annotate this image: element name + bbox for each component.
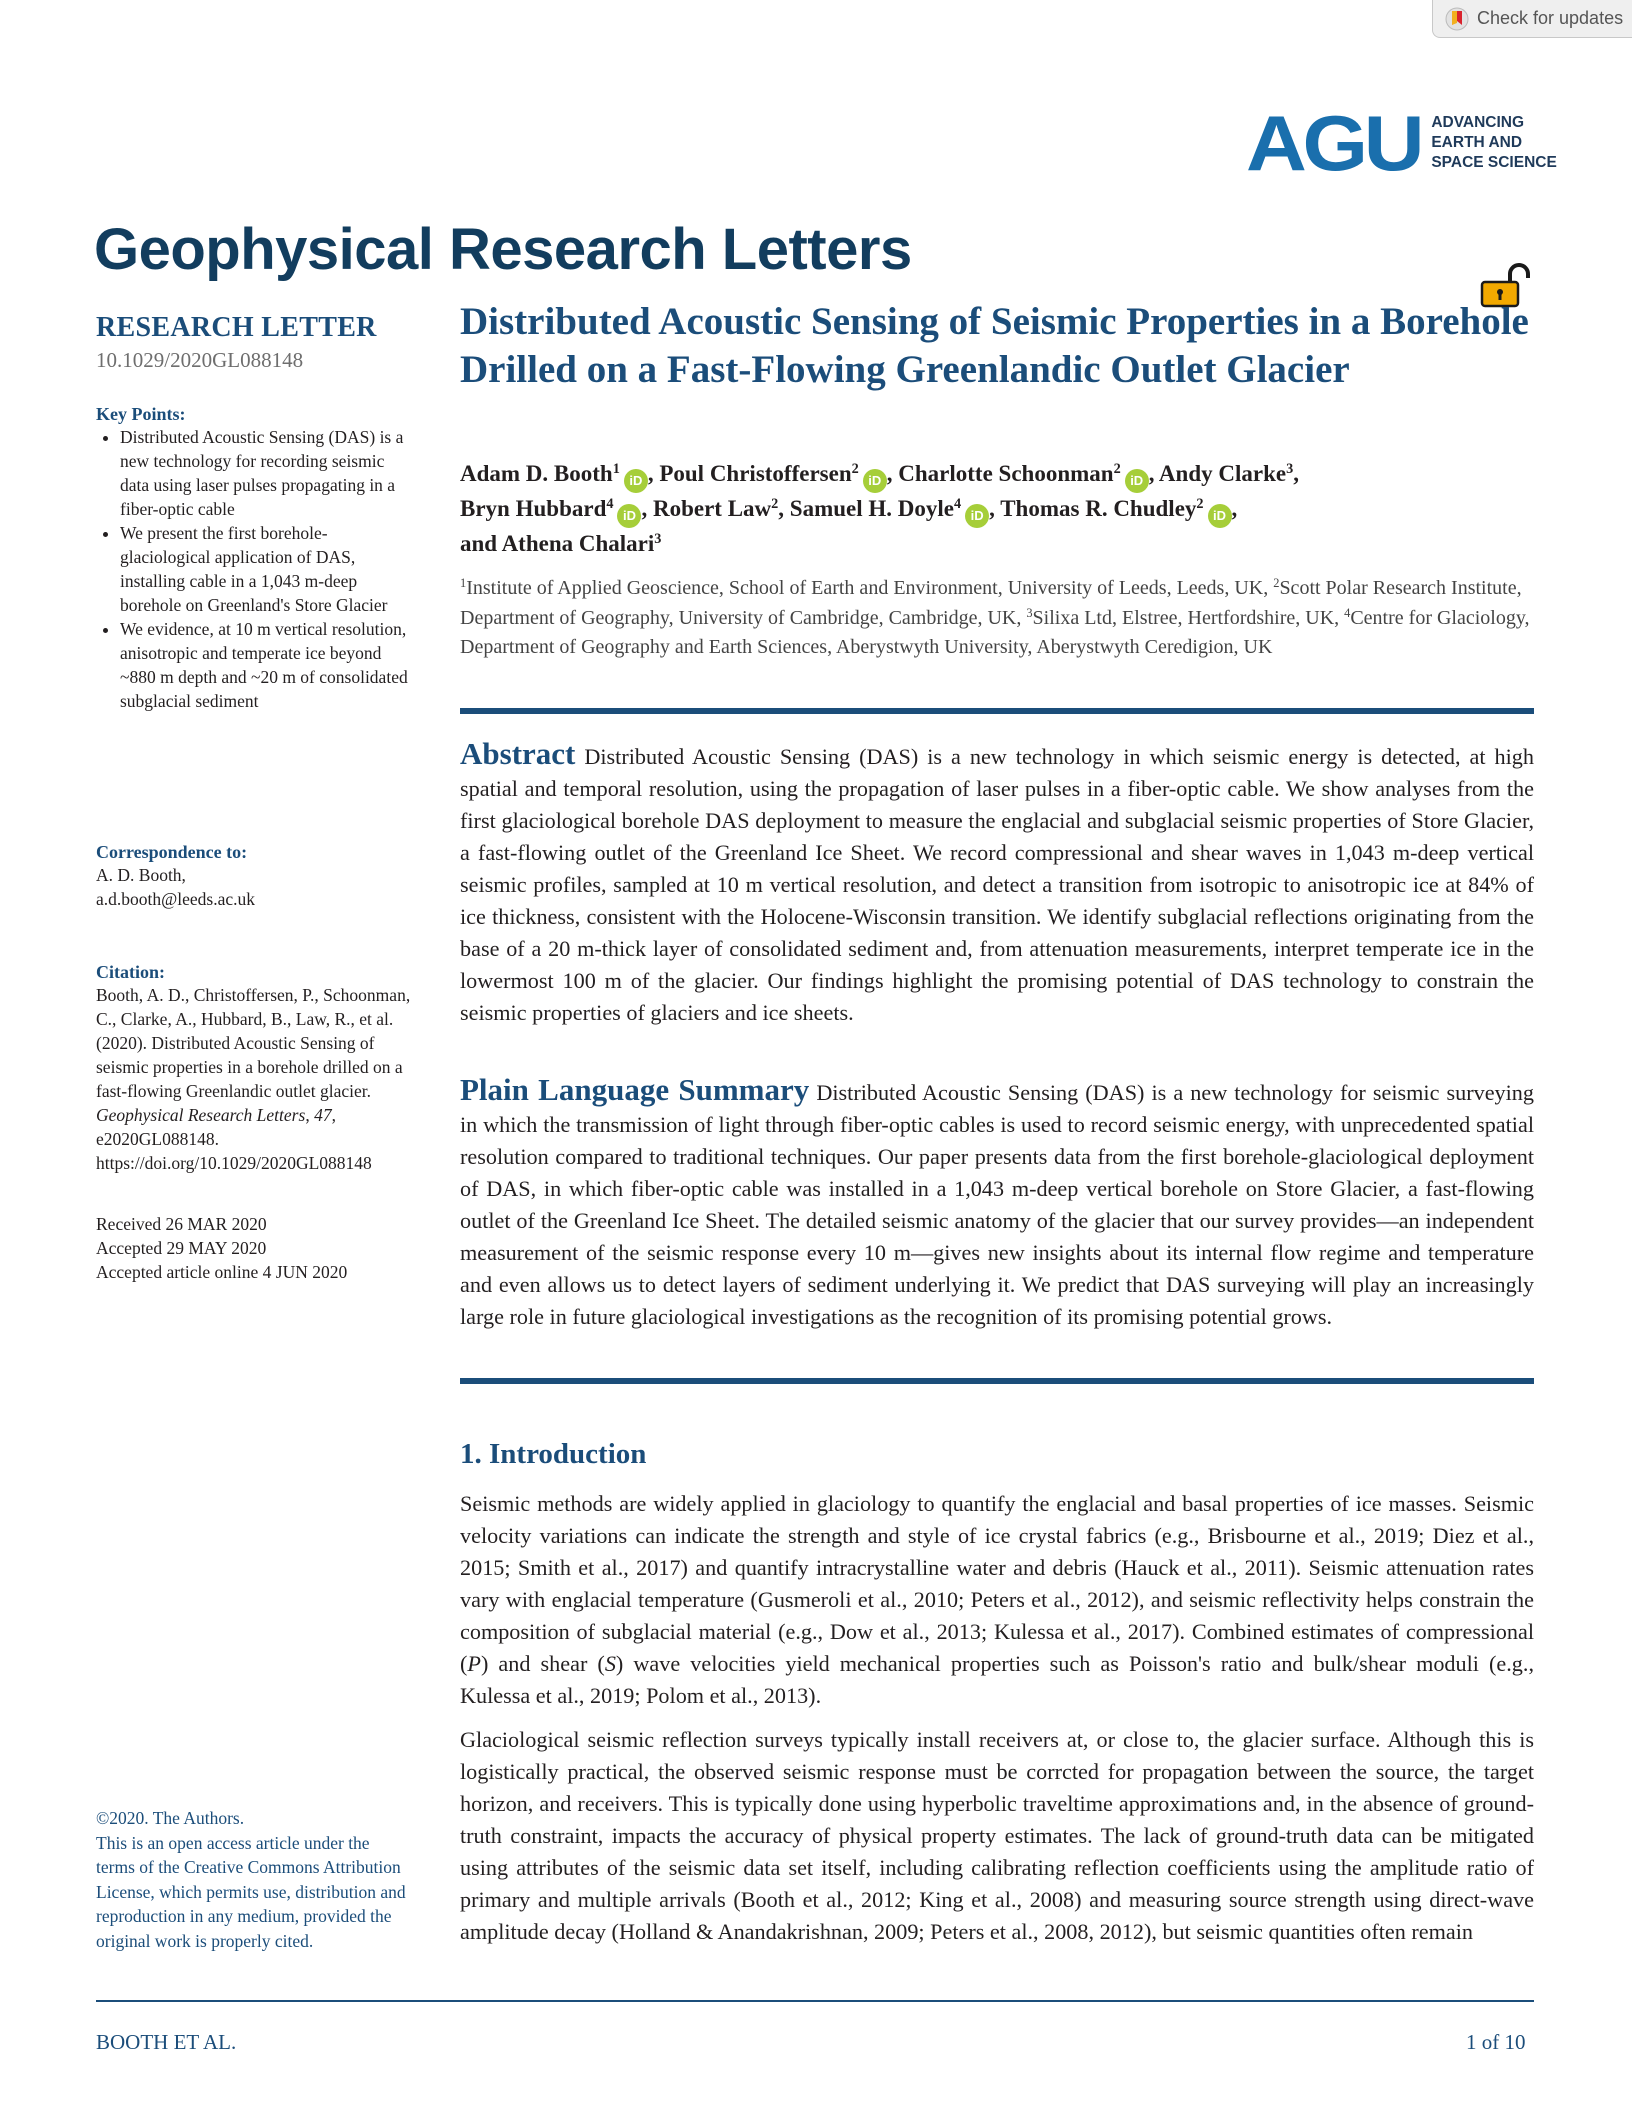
tagline-line: SPACE SCIENCE [1431, 154, 1557, 171]
affiliation [1026, 607, 1344, 629]
affiliation-number: 3 [1286, 461, 1294, 478]
citation-volume: 47 [314, 1105, 332, 1125]
agu-logo-tagline [1431, 113, 1556, 173]
affiliation-number: 4 [1344, 605, 1351, 620]
correspondence-heading: Correspondence to: [96, 842, 248, 862]
intro-text: ) wave velocities yield mechanical properties such as Poisson's ratio and bulk/shear moduli (e.g., Kulessa et al., 2019; Polom et al., 2013). [460, 1651, 1534, 1708]
article-dates [96, 1212, 412, 1284]
author-name: and Athena Chalari [460, 531, 655, 556]
online-date: Accepted article online 4 JUN 2020 [96, 1262, 348, 1282]
correspondence-name: A. D. Booth, [96, 865, 186, 885]
affiliation-number: 2 [771, 496, 779, 513]
author [460, 531, 661, 556]
author-name: Samuel H. Doyle [789, 496, 954, 521]
footer-divider [96, 2000, 1534, 2002]
author-separator: , [1293, 461, 1299, 486]
author [1159, 461, 1299, 486]
affiliation-text: Scott Polar Research Institute, Department of Geography, University of Cambridge, Cambridge, UK, [460, 577, 1522, 629]
plain-language-summary [460, 1074, 1534, 1333]
citation-separator: , [305, 1105, 315, 1125]
author-name: Adam D. Booth [460, 461, 613, 486]
orcid-icon[interactable]: iD [624, 469, 648, 493]
pls-heading: Plain Language Summary [460, 1072, 810, 1107]
abstract-heading: Abstract [460, 736, 576, 771]
abstract [460, 738, 1534, 1029]
tagline-line: EARTH AND [1431, 134, 1523, 151]
abstract-text: Distributed Acoustic Sensing (DAS) is a new technology in which seismic energy is detected, at high spatial and temporal resolution, using the propagation of laser pulses in a fiber-optic cable. We show analyses from the first glaciological borehole DAS deployment to measure the englacial and subglacial seismic properties of Store Glacier, a fast-flowing outlet of the Greenland Ice Sheet. We record compressional and shear waves in 1,043 m-deep vertical seismic profiles, sampled at 10 m vertical resolution, and detect a transition from isotropic to anisotropic ice at 84% of ice thickness, consistent with the Holocene-Wisconsin transition. We identify subglacial reflections originating from the base of a 20 m-thick layer of consolidated sediment and, from attenuation measurements, interpret temperate ice in the lowermost 100 m of the glacier. Our findings highlight the promising potential of DAS technology to constrain the seismic properties of glaciers and ice sheets. [460, 744, 1534, 1025]
symbol-p: P [467, 1651, 481, 1676]
author [898, 461, 1159, 486]
author [1000, 496, 1237, 521]
accepted-date: Accepted 29 MAY 2020 [96, 1238, 267, 1258]
author-list [460, 458, 1534, 560]
page-number: 1 of 10 [1466, 2030, 1526, 2054]
author-name: Robert Law [652, 496, 772, 521]
affiliation-number: 1 [612, 461, 620, 478]
author-separator: , [886, 461, 899, 486]
affiliation-number: 3 [1026, 605, 1033, 620]
citation [96, 962, 412, 1175]
citation-heading: Citation: [96, 962, 165, 982]
affiliation-number: 2 [1196, 496, 1204, 513]
citation-journal: Geophysical Research Letters [96, 1105, 306, 1125]
journal-title: Geophysical Research Letters [94, 217, 912, 282]
affiliation-text: Institute of Applied Geoscience, School of Earth and Environment, University of Leeds, Leeds, UK, [466, 577, 1274, 599]
check-for-updates-label: Check for updates [1477, 8, 1624, 28]
affiliation-number: 4 [954, 496, 962, 513]
author-separator: , [989, 496, 1001, 521]
orcid-icon[interactable]: iD [1125, 469, 1149, 493]
orcid-icon[interactable]: iD [965, 504, 989, 528]
running-head: BOOTH ET AL. [96, 2030, 237, 2054]
key-points-list [96, 425, 412, 713]
author-name: Bryn Hubbard [460, 496, 607, 521]
affiliation-number: 3 [654, 531, 662, 548]
orcid-icon[interactable]: iD [617, 504, 641, 528]
agu-logo-mark: AGU [1246, 99, 1421, 187]
tagline-line: ADVANCING [1431, 114, 1525, 131]
key-point: • We evidence, at 10 m vertical resolution, anisotropic and temperate ice beyond ~880 m depth and ~20 m of consolidated subglacial sediment [120, 617, 412, 713]
key-point: • Distributed Acoustic Sensing (DAS) is a new technology for recording seismic data using laser pulses propagating in a fiber-optic cable [120, 425, 412, 521]
affiliation-number: 2 [851, 461, 859, 478]
author [460, 496, 653, 521]
orcid-icon[interactable]: iD [863, 469, 887, 493]
author [460, 461, 659, 486]
key-point: • We present the first borehole-glaciological application of DAS, installing cable in a 1,043 m-deep borehole on Greenland's Store Glacier [120, 521, 412, 617]
key-points [96, 404, 412, 713]
author [790, 496, 1000, 521]
intro-text: ) and shear ( [480, 1651, 605, 1676]
affiliation-number: 1 [460, 576, 467, 591]
author-name: Poul Christoffersen [659, 461, 852, 486]
affiliations [460, 574, 1534, 663]
author-separator: , [647, 461, 660, 486]
divider [460, 1378, 1534, 1384]
author-name: Thomas R. Chudley [1000, 496, 1197, 521]
author [659, 461, 898, 486]
author-separator: , [778, 496, 790, 521]
author-separator: , [641, 496, 653, 521]
received-date: Received 26 MAR 2020 [96, 1214, 267, 1234]
affiliation [460, 577, 1273, 599]
citation-doi-link[interactable]: , e2020GL088148. https://doi.org/10.1029/2020GL088148 [96, 1105, 372, 1173]
license-block [96, 1806, 412, 1953]
article-type: RESEARCH LETTER [96, 312, 377, 343]
doi: 10.1029/2020GL088148 [96, 348, 304, 372]
agu-logo [1246, 99, 1557, 187]
affiliation-text: Centre for Glaciology, Department of Geography and Earth Sciences, Aberystwyth University, Aberystwyth Ceredigion, UK [460, 606, 1530, 658]
citation-authors-title: Booth, A. D., Christoffersen, P., Schoonman, C., Clarke, A., Hubbard, B., Law, R., et al. (2020). Distributed Acoustic Sensing of seismic properties in a borehole drilled on a fast-flowing Greenlandic outlet glacier. [96, 985, 411, 1101]
symbol-s: S [604, 1651, 616, 1676]
intro-text: Seismic methods are widely applied in glaciology to quantify the englacial and basal properties of ice masses. Seismic velocity variations can indicate the strength and style of ice crystal fabrics (e.g., Brisbourne et al., 2019; Diez et al., 2015; Smith et al., 2017) and quantify intracrystalline water and debris (Hauck et al., 2011). Seismic attenuation rates vary with englacial temperature (Gusmeroli et al., 2010; Peters et al., 2012), and seismic reflectivity helps constrain the composition of subglacial material (e.g., Dow et al., 2013; Kulessa et al., 2017). Combined estimates of compressional ( [460, 1491, 1534, 1676]
author-name: Charlotte Schoonman [898, 461, 1114, 486]
author [653, 496, 790, 521]
correspondence-email[interactable]: a.d.booth@leeds.ac.uk [96, 889, 255, 909]
crossmark-icon [1445, 7, 1469, 31]
license-text: This is an open access article under the terms of the Creative Commons Attribution License, which permits use, distribution and reproduction in any medium, provided the original work is properly cited. [96, 1832, 406, 1951]
article-title: Distributed Acoustic Sensing of Seismic Properties in a Borehole Drilled on a Fast-Flowing Greenlandic Outlet Glacier [460, 300, 1529, 391]
key-points-heading: Key Points: [96, 404, 186, 424]
pls-text: Distributed Acoustic Sensing (DAS) is a new technology for seismic surveying in which the transmission of light through fiber-optic cables is used to record seismic energy, with unprecedented spatial resolution compared to traditional techniques. Our paper presents data from the first borehole-glaciological deployment of DAS, in which fiber-optic cable was installed in a 1,043 m-deep vertical borehole on Store Glacier, a fast-flowing outlet of the Greenland Ice Sheet. The detailed seismic anatomy of the glacier that our survey provides—an independent measurement of the seismic response every 10 m—gives new insights about its internal flow regime and temperature and even allows us to detect layers of sediment underlying it. We predict that DAS surveying will play an increasingly large role in future glaciological investigations as the recognition of its promising potential grows. [460, 1080, 1534, 1329]
affiliation-number: 2 [1113, 461, 1121, 478]
author-separator: , [1231, 496, 1238, 521]
author-separator: , [1148, 461, 1159, 486]
divider [460, 708, 1534, 714]
affiliation-text: Silixa Ltd, Elstree, Hertfordshire, UK, [1032, 606, 1345, 629]
affiliation-number: 2 [1273, 576, 1280, 591]
copyright: ©2020. The Authors. [96, 1808, 245, 1828]
section-heading: 1. Introduction [460, 1438, 647, 1470]
intro-paragraph: Glaciological seismic reflection surveys typically install receivers at, or close to, the glacier surface. Although this is logistically practical, the observed seismic response must be corrcted for propagation between the source, the target horizon, and receivers. This is typically done using hyperbolic traveltime approximations and, in the absence of ground-truth constraint, impacts the accuracy of physical property estimates. The lack of ground-truth data can be mitigated using attributes of the seismic data set itself, including calibrating reflection coefficients using the amplitude ratio of primary and multiple arrivals (Booth et al., 2012; King et al., 2008) and measuring source strength using direct-wave amplitude decay (Holland & Anandakrishnan, 2009; Peters et al., 2008, 2012), but seismic quantities often remain [460, 1727, 1534, 1944]
intro-paragraph [460, 1488, 1534, 1712]
check-for-updates-button[interactable] [1432, 0, 1632, 38]
orcid-icon[interactable]: iD [1208, 504, 1232, 528]
correspondence [96, 842, 412, 911]
affiliation-number: 4 [606, 496, 614, 513]
author-name: Andy Clarke [1158, 461, 1287, 486]
citation-text [96, 983, 412, 1175]
